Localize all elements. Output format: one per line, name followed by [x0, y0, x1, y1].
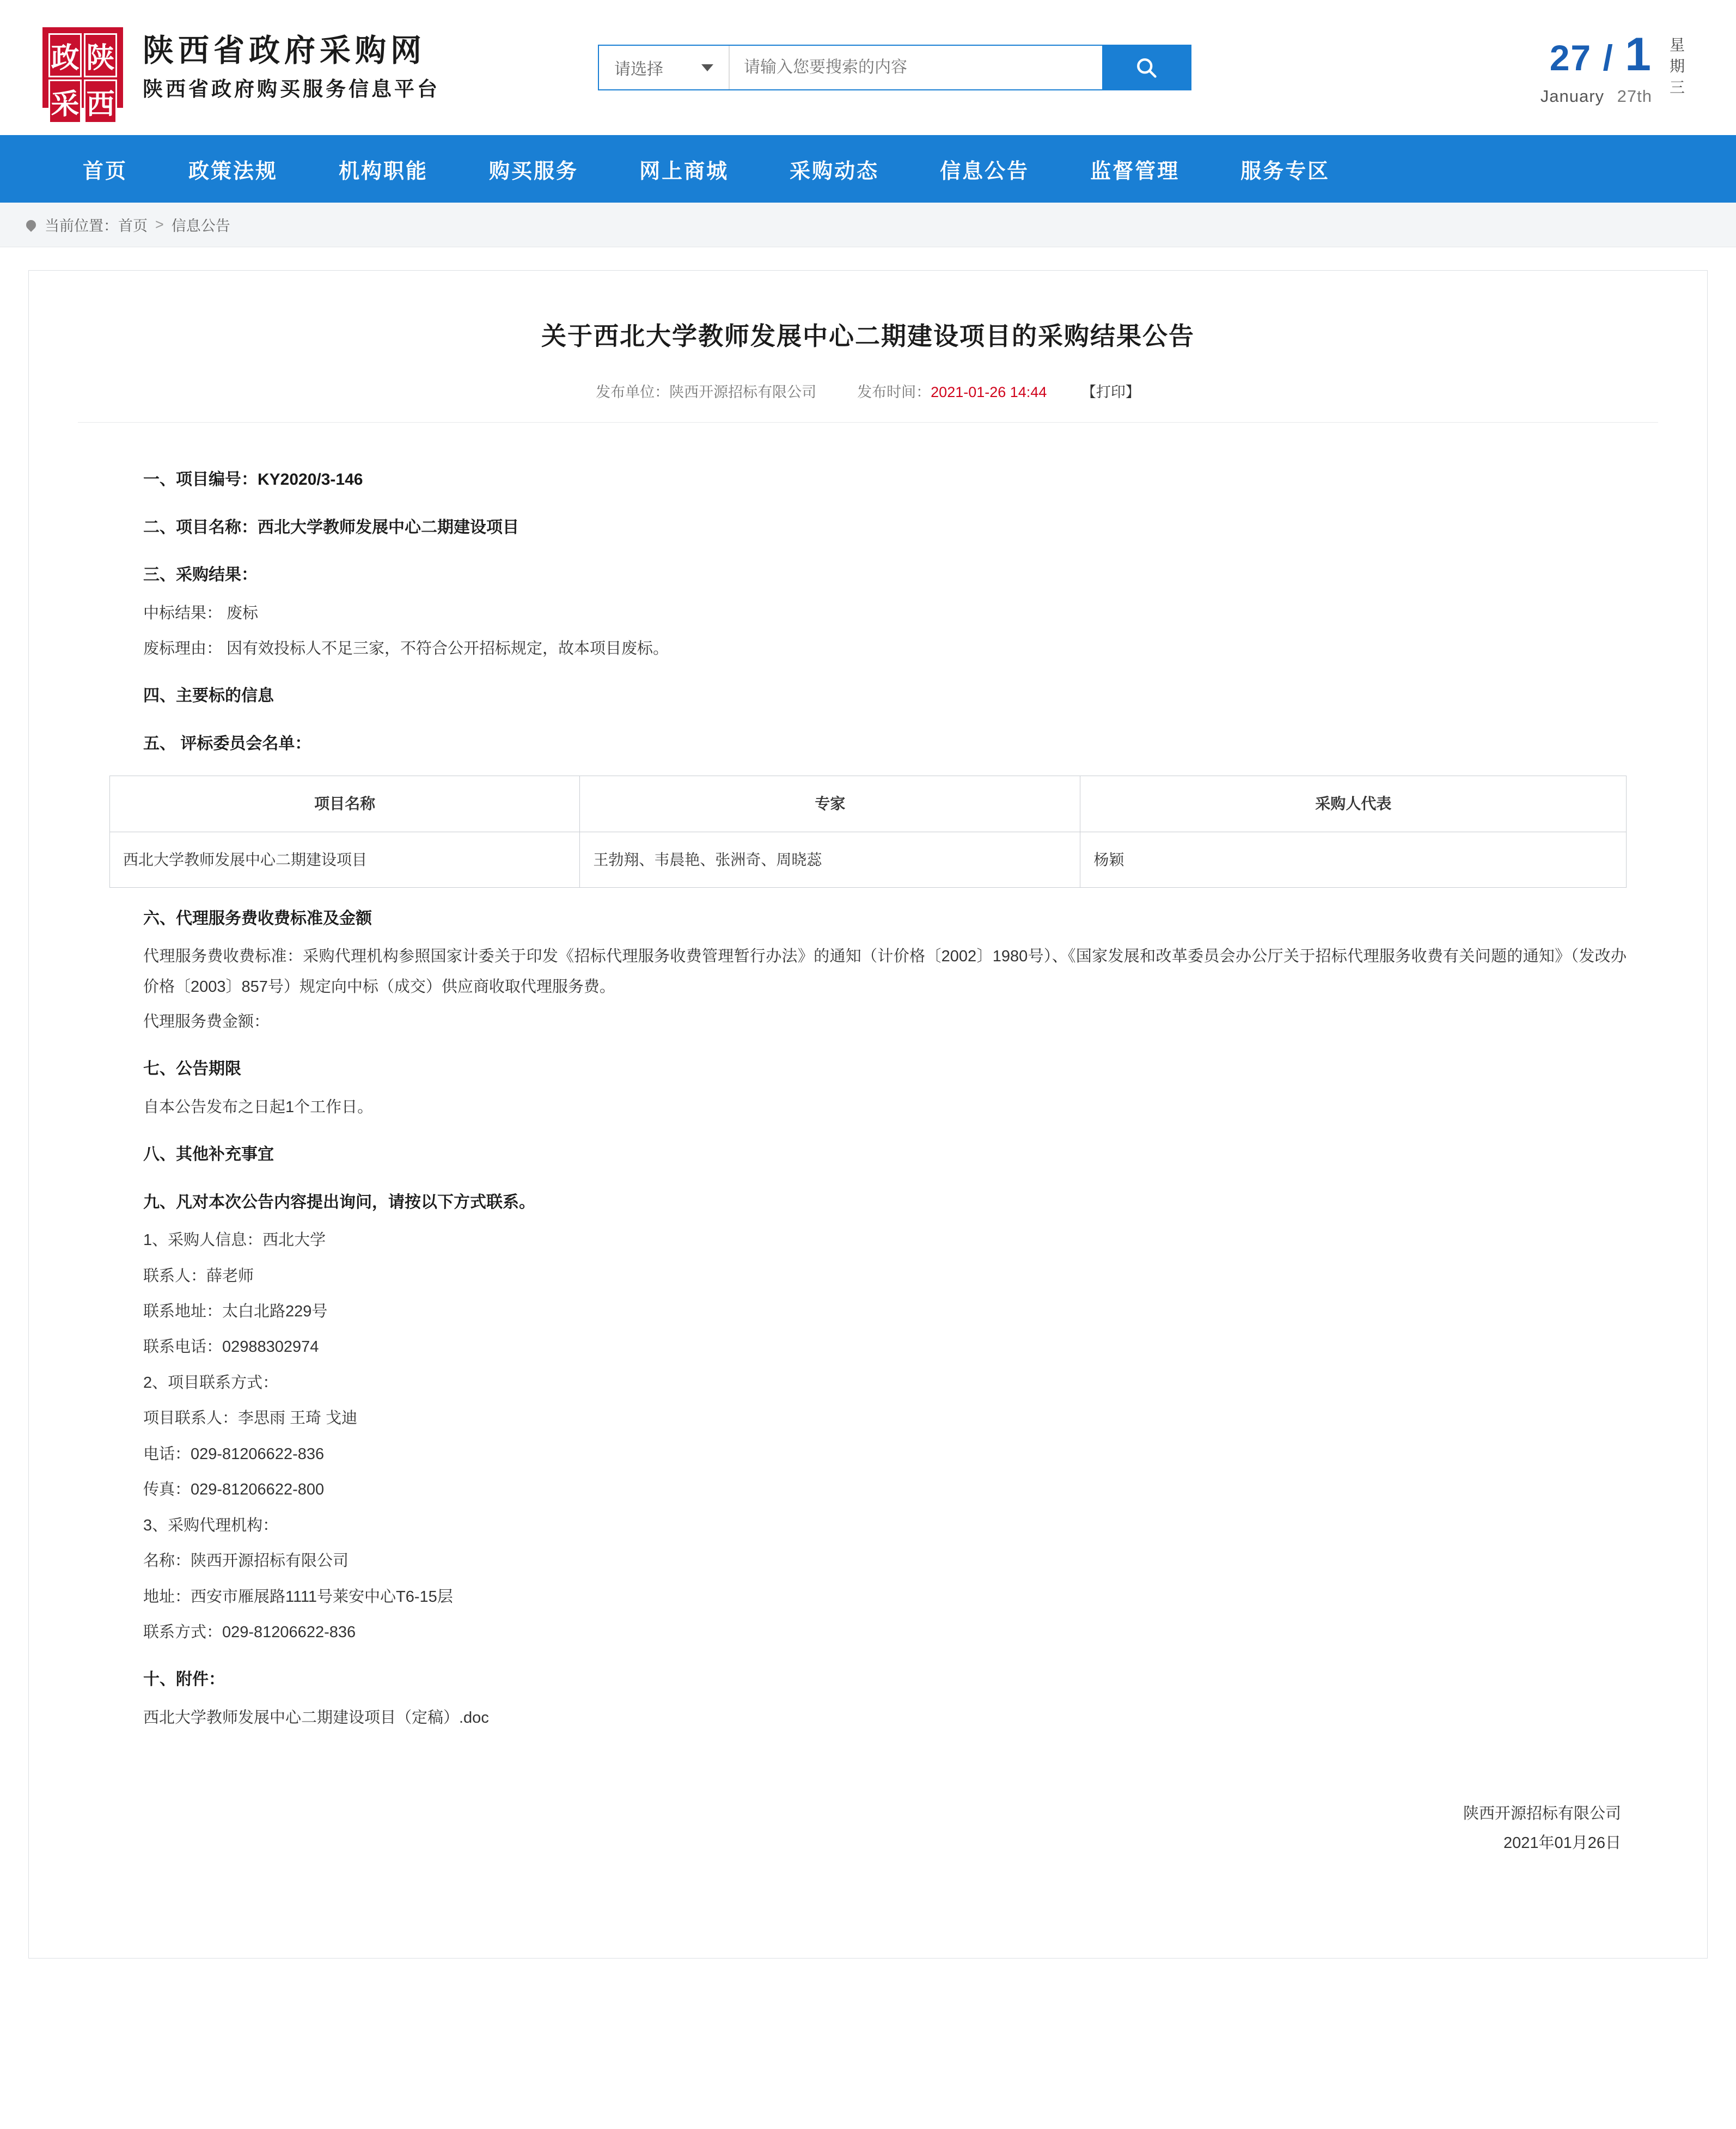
signature-block — [109, 1799, 1627, 1858]
nav-item-purchase-services[interactable]: 购买服务 — [489, 160, 579, 183]
main-navigation — [0, 135, 1736, 203]
announcement-card — [28, 270, 1708, 1959]
project-contact-heading: 2、项目联系方式： — [143, 1374, 279, 1392]
breadcrumb-current: 信息公告 — [171, 218, 230, 234]
section-7-heading: 七、公告期限 — [143, 1060, 241, 1078]
table-header-row — [110, 776, 1627, 832]
date-separator: / — [1603, 37, 1614, 78]
section-6-heading: 六、代理服务费收费标准及金额 — [143, 910, 372, 928]
section-10-heading: 十、附件： — [143, 1670, 225, 1689]
publisher-value: 陕西开源招标有限公司 — [669, 384, 817, 400]
weekday-label — [1666, 31, 1688, 99]
section-8-heading: 八、其他补充事宜 — [143, 1145, 274, 1164]
table-header-experts: 专家 — [580, 776, 1080, 832]
site-title-block — [143, 32, 440, 104]
nav-item-policies[interactable]: 政策法规 — [188, 160, 278, 183]
page-body — [0, 247, 1736, 2002]
logo-char-2: 采 — [48, 80, 82, 124]
breadcrumb-separator: > — [155, 216, 164, 233]
breadcrumb-prefix: 当前位置： — [45, 218, 118, 234]
date-day: 27 — [1549, 37, 1592, 78]
table-header-purchaser-rep: 采购人代表 — [1080, 776, 1627, 832]
logo-char-0: 政 — [48, 33, 82, 77]
table-header-project-name: 项目名称 — [110, 776, 580, 832]
search-input[interactable] — [730, 46, 1102, 89]
nav-item-home[interactable]: 首页 — [83, 160, 128, 183]
signature-date: 2021年01月26日 — [1503, 1834, 1621, 1852]
site-logo[interactable] — [42, 27, 440, 120]
cell-project-name: 西北大学教师发展中心二期建设项目 — [110, 832, 580, 887]
page-title: 关于西北大学教师发展中心二期建设项目的采购结果公告 — [541, 322, 1195, 350]
logo-char-1: 陕 — [84, 33, 117, 77]
site-name-primary: 陕西省政府采购网 — [143, 33, 426, 68]
weekday-char-3: 三 — [1669, 78, 1685, 96]
date-widget — [1540, 28, 1694, 106]
project-phone: 电话：029-81206622-836 — [143, 1445, 325, 1463]
date-sub — [1541, 88, 1652, 105]
experts-table — [109, 776, 1627, 888]
signature-company: 陕西开源招标有限公司 — [1463, 1805, 1621, 1823]
logo-char-3: 西 — [84, 80, 117, 124]
attachment-file-link[interactable]: 西北大学教师发展中心二期建设项目（定稿）.doc — [143, 1709, 489, 1727]
print-button[interactable]: 【打印】 — [1081, 384, 1140, 400]
agency-fee-standard: 代理服务费收费标准：采购代理机构参照国家计委关于印发《招标代理服务收费管理暂行办法》的通知（计价格〔2002〕1980号）、《国家发展和改革委员会办公厅关于招标代理服务收费有关问题的通知》（发改办价格〔2003〕857号）规定向中标（成交）供应商收取代理服务费。 — [143, 947, 1627, 996]
breadcrumb — [0, 203, 1736, 247]
logo-mark-icon — [42, 27, 123, 120]
location-pin-icon — [24, 218, 38, 231]
breadcrumb-home[interactable]: 首页 — [118, 218, 148, 234]
agency-fee-amount: 代理服务费金额： — [143, 1012, 270, 1030]
purchaser-info-line: 1、采购人信息：西北大学 — [143, 1231, 326, 1249]
date-main — [1540, 28, 1652, 106]
weekday-char-1: 星 — [1669, 36, 1685, 53]
announcement-period-line: 自本公告发布之日起1个工作日。 — [143, 1098, 374, 1116]
search-icon — [1134, 56, 1158, 80]
section-3-heading: 三、采购结果： — [143, 566, 258, 584]
search-category-select[interactable] — [599, 46, 730, 89]
nav-item-online-mall[interactable]: 网上商城 — [639, 160, 729, 183]
purchaser-address: 联系地址：太白北路229号 — [143, 1303, 328, 1320]
publish-time-value: 2021-01-26 14:44 — [931, 384, 1047, 400]
nav-item-supervision[interactable]: 监督管理 — [1090, 160, 1180, 183]
agency-address: 地址：西安市雁展路1111号莱安中心T6-15层 — [143, 1588, 453, 1606]
document-body — [29, 423, 1707, 1858]
document-meta — [78, 380, 1658, 423]
cell-experts: 王勃翔、韦晨艳、张洲奇、周晓蕊 — [580, 832, 1080, 887]
project-contact-person: 项目联系人：李思雨 王琦 戈迪 — [143, 1410, 358, 1428]
nav-item-service-zone[interactable]: 服务专区 — [1240, 160, 1330, 183]
weekday-char-2: 期 — [1669, 57, 1685, 75]
table-row — [110, 832, 1627, 887]
search-category-label: 请选择 — [614, 60, 663, 78]
nav-item-functions[interactable]: 机构职能 — [339, 160, 429, 183]
site-name-secondary: 陕西省政府购买服务信息平台 — [143, 77, 440, 100]
date-numbers — [1541, 28, 1652, 81]
bid-result-line: 中标结果： 废标 — [143, 604, 259, 622]
publish-time-label: 发布时间： — [857, 384, 931, 400]
project-fax: 传真：029-81206622-800 — [143, 1481, 325, 1499]
agency-name: 名称：陕西开源招标有限公司 — [143, 1552, 349, 1570]
nav-item-announcements[interactable]: 信息公告 — [940, 160, 1030, 183]
bid-failure-reason-line: 废标理由： 因有效投标人不足三家，不符合公开招标规定，故本项目废标。 — [143, 639, 669, 657]
site-header — [0, 0, 1736, 135]
publisher-label: 发布单位： — [596, 384, 670, 400]
date-month-name: January — [1540, 86, 1605, 106]
purchaser-contact-person: 联系人：薛老师 — [143, 1267, 254, 1285]
agency-heading: 3、采购代理机构： — [143, 1516, 279, 1534]
nav-item-procurement-news[interactable]: 采购动态 — [790, 160, 879, 183]
date-month-number: 1 — [1625, 28, 1652, 81]
date-ordinal: 27th — [1617, 86, 1652, 106]
purchaser-phone: 联系电话：02988302974 — [143, 1338, 319, 1356]
section-9-heading: 九、凡对本次公告内容提出询问，请按以下方式联系。 — [143, 1193, 535, 1211]
section-1-heading: 一、项目编号：KY2020/3-146 — [143, 471, 363, 489]
agency-contact: 联系方式：029-81206622-836 — [143, 1623, 356, 1641]
cell-purchaser-rep: 杨颖 — [1080, 832, 1627, 887]
section-4-heading: 四、主要标的信息 — [143, 687, 274, 705]
search-button[interactable] — [1102, 46, 1190, 89]
section-2-heading: 二、项目名称：西北大学教师发展中心二期建设项目 — [143, 518, 519, 536]
search-bar — [598, 45, 1191, 90]
section-5-heading: 五、 评标委员会名单： — [143, 734, 311, 753]
chevron-down-icon — [701, 64, 713, 71]
